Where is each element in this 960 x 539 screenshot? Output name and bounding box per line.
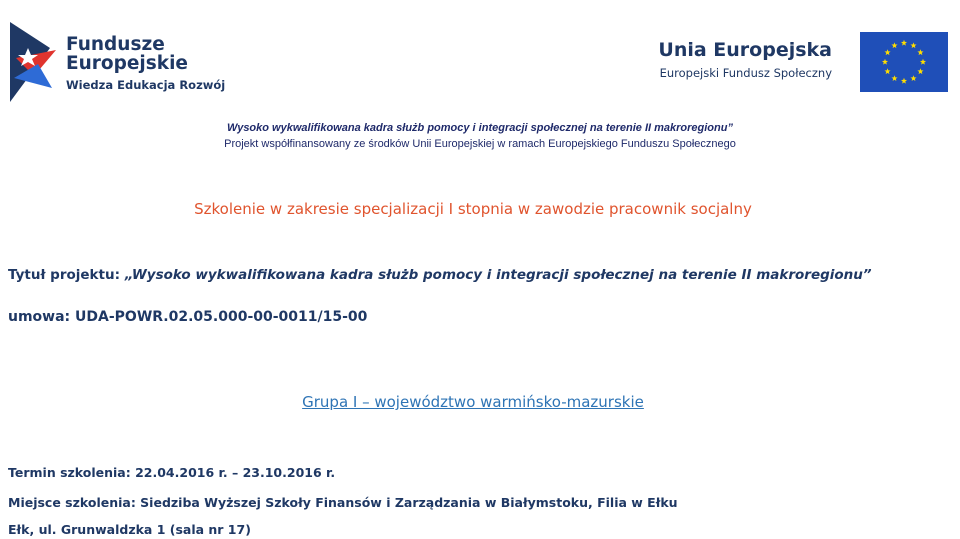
contract-number: umowa: UDA-POWR.02.05.000-00-0011/15-00	[8, 309, 368, 325]
group-title: Grupa I – województwo warmińsko-mazurskie	[302, 393, 644, 411]
training-place-line2: Ełk, ul. Grunwaldzka 1 (sala nr 17)	[8, 522, 251, 537]
training-place-line1: Miejsce szkolenia: Siedziba Wyższej Szkoły Finansów i Zarządzania w Białymstoku, Filia w Ełku	[8, 495, 678, 510]
fe-emblem-icon	[8, 18, 64, 104]
unia-europejska-logo	[648, 32, 948, 94]
ue-logo-subtitle: Europejski Fundusz Społeczny	[659, 66, 832, 80]
fe-logo-line2: Europejskie	[66, 53, 188, 74]
fe-logo-line1: Fundusze	[66, 34, 165, 55]
training-title: Szkolenie w zakresie specjalizacji I stopnia w zawodzie pracownik socjalny	[194, 200, 752, 218]
fe-logo-line3: Wiedza Edukacja Rozwój	[66, 78, 226, 92]
project-subtitle: Wysoko wykwalifikowana kadra służb pomocy i integracji społecznej na terenie II makroregionu”	[227, 122, 733, 134]
project-title-label: Tytuł projektu:	[8, 267, 125, 283]
ue-logo-title: Unia Europejska	[658, 39, 832, 61]
training-dates: Termin szkolenia: 22.04.2016 r. – 23.10.2016 r.	[8, 465, 336, 480]
project-title-value: „Wysoko wykwalifikowana kadra służb pomocy i integracji społecznej na terenie II makroregionu”	[124, 267, 872, 283]
project-title-row	[8, 267, 872, 283]
eu-flag-icon	[860, 32, 948, 92]
cofinancing-note: Projekt współfinansowany ze środków Unii Europejskiej w ramach Europejskiego Funduszu Społecznego	[224, 138, 736, 150]
fundusze-europejskie-logo	[8, 18, 248, 104]
